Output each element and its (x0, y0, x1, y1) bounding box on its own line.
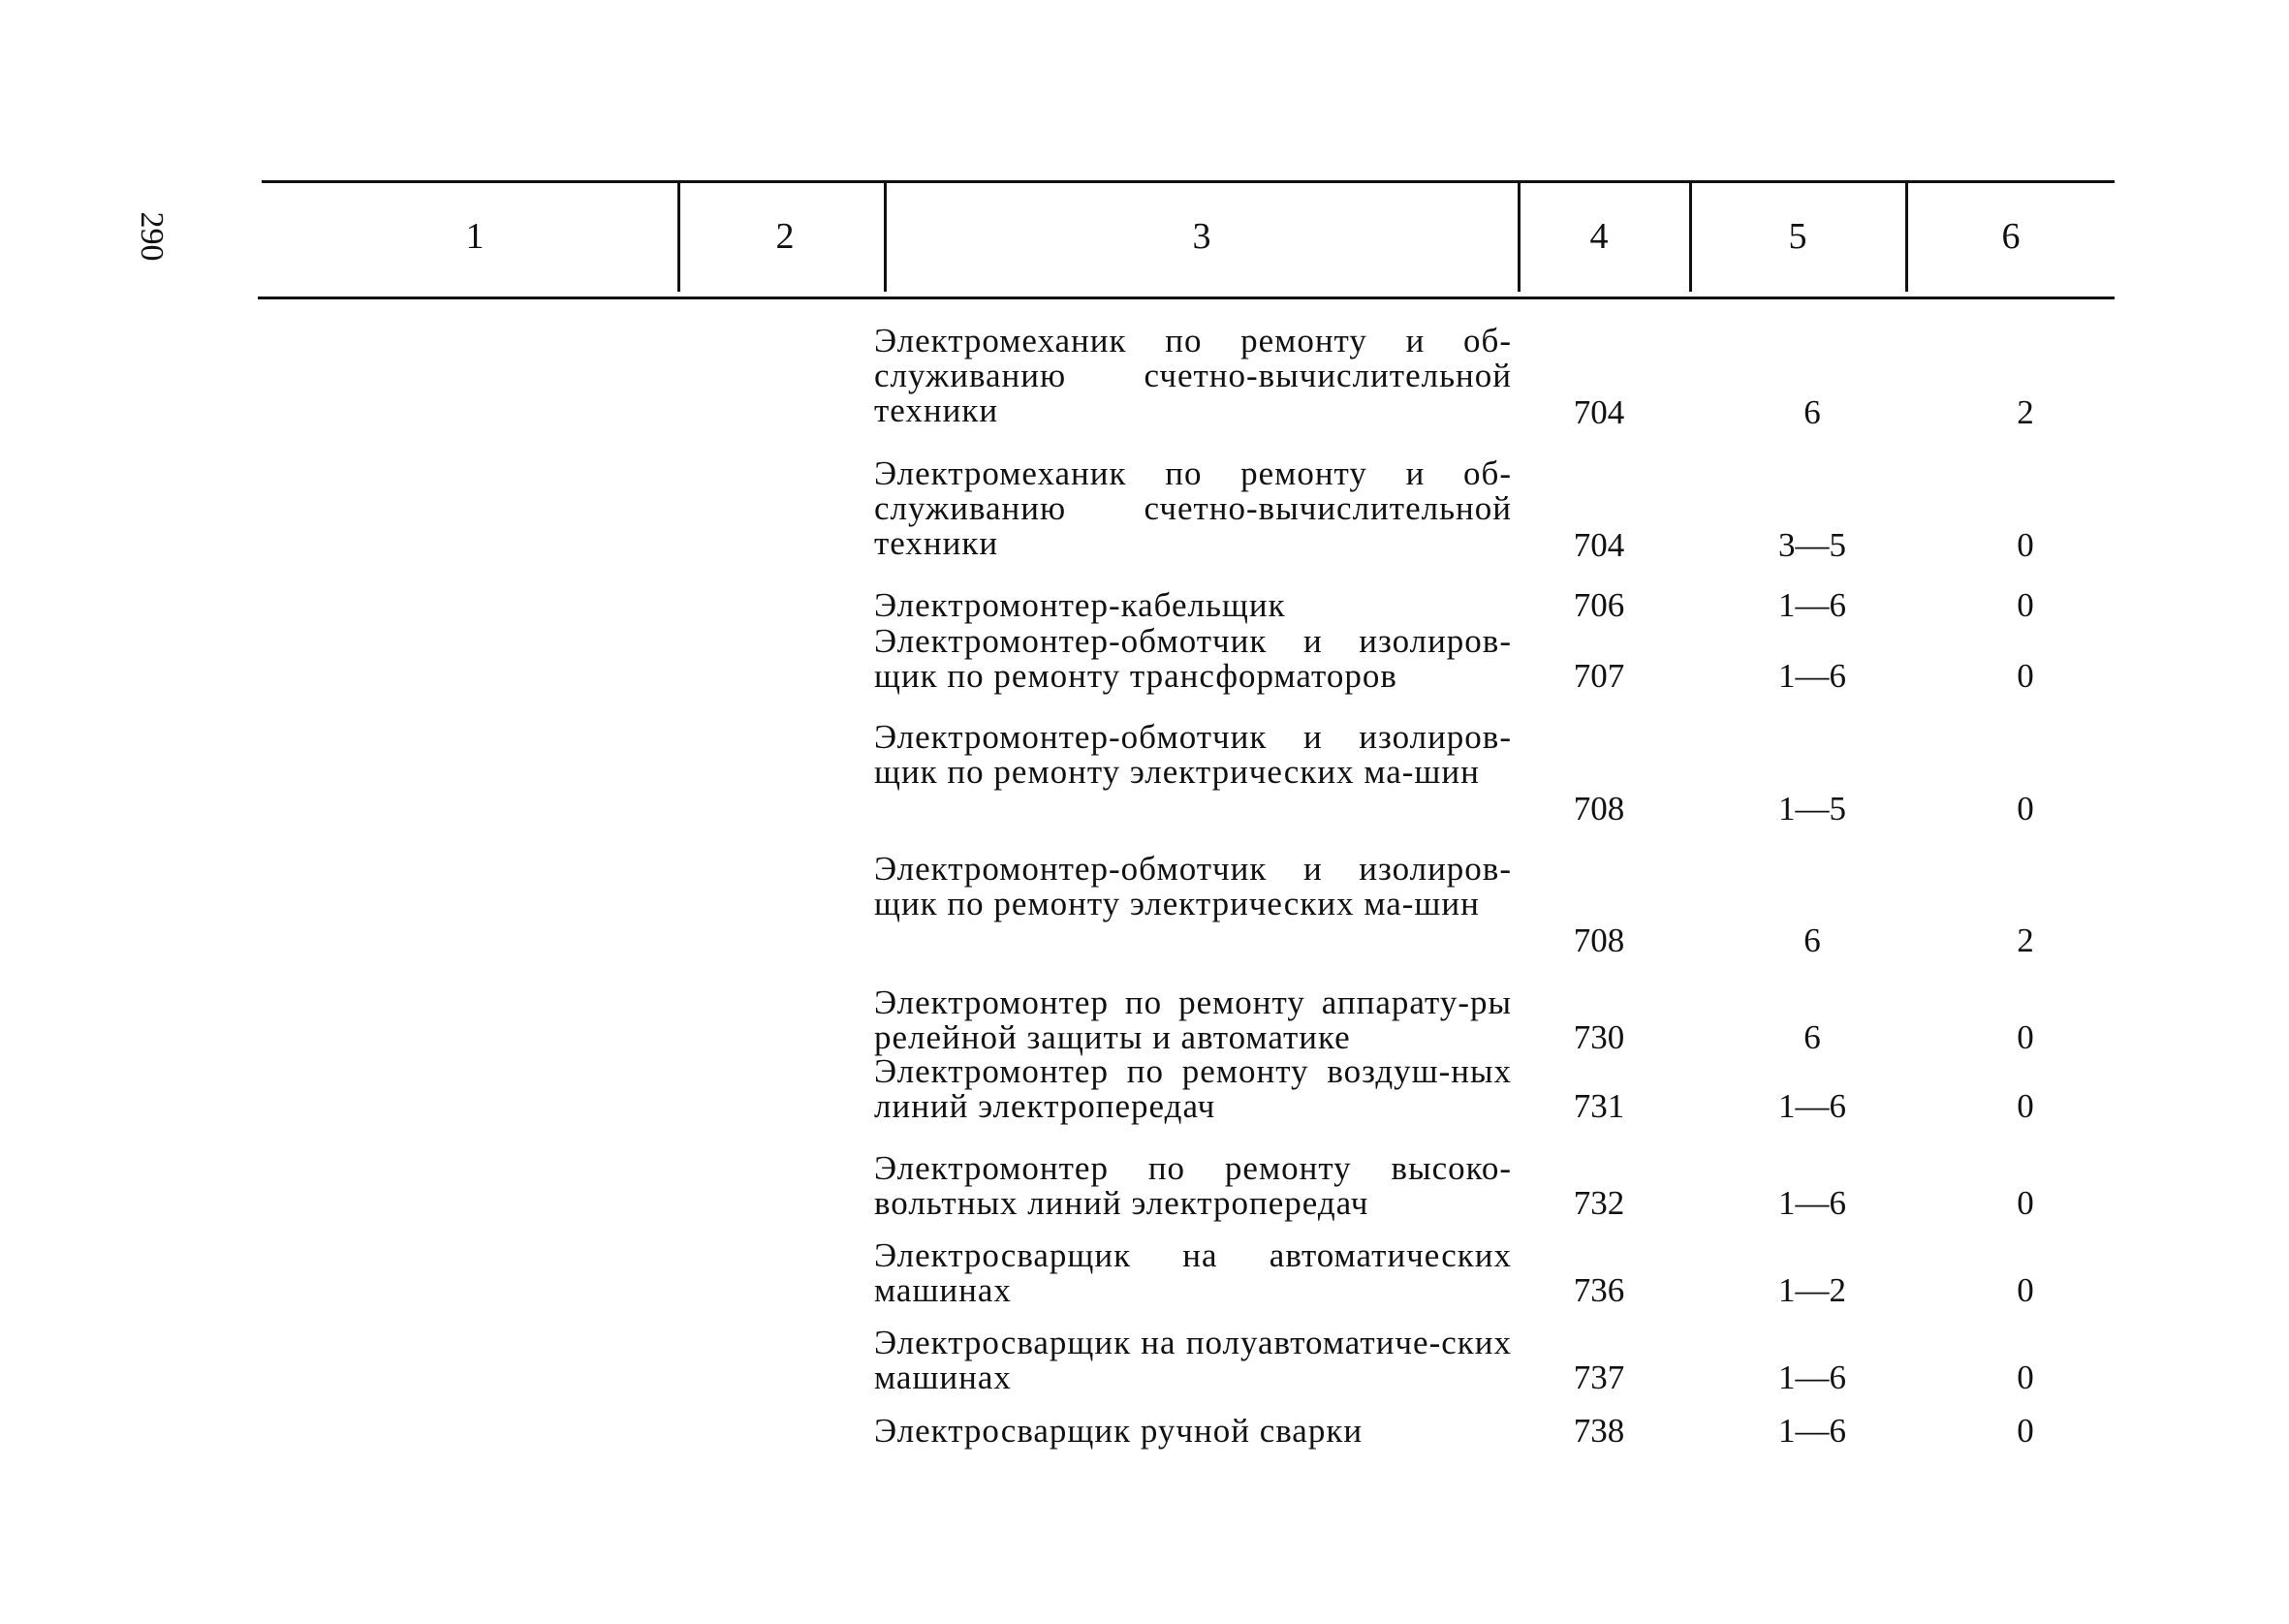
row-3-value: 0 (2017, 586, 2034, 624)
row-12-code: 738 (1573, 1412, 1625, 1450)
row-9-code: 732 (1573, 1184, 1625, 1222)
row-8-grades: 1—6 (1778, 1087, 1846, 1125)
row-7-occupation: Электромонтер по ремонту аппарату-ры релейной защиты и автоматике (874, 984, 1512, 1056)
row-4-value: 0 (2017, 657, 2034, 695)
row-10-code: 736 (1573, 1271, 1625, 1309)
row-1-value: 2 (2017, 393, 2034, 431)
row-4-occupation: Электромонтер-обмотчик и изолиров-щик по ремонту трансформаторов (874, 622, 1512, 695)
row-9-value: 0 (2017, 1184, 2034, 1222)
row-7-value: 0 (2017, 1018, 2034, 1056)
row-11-grades: 1—6 (1778, 1359, 1846, 1396)
column-header-2: 2 (775, 216, 795, 257)
row-12-occupation: Электросварщик ручной сварки (874, 1412, 1364, 1450)
row-2-code: 704 (1573, 526, 1625, 564)
row-8-occupation: Электромонтер по ремонту воздуш-ных линий электропередач (874, 1052, 1512, 1125)
row-7-grades: 6 (1803, 1018, 1821, 1056)
column-header-4: 4 (1589, 216, 1609, 257)
row-5-code: 708 (1573, 790, 1625, 828)
row-10-value: 0 (2017, 1271, 2034, 1309)
row-3-occupation: Электромонтер-кабельщик (874, 586, 1286, 624)
row-6-code: 708 (1573, 921, 1625, 959)
row-5-value: 0 (2017, 790, 2034, 828)
column-header-6: 6 (2001, 216, 2021, 257)
row-9-occupation: Электромонтер по ремонту высоко-вольтных линий электропередач (874, 1149, 1512, 1222)
row-6-grades: 6 (1803, 921, 1821, 959)
row-4-grades: 1—6 (1778, 657, 1846, 695)
row-9-grades: 1—6 (1778, 1184, 1846, 1222)
column-divider-4-5 (1689, 183, 1692, 292)
page-number: 290 (134, 211, 170, 262)
row-1-grades: 6 (1803, 393, 1821, 431)
row-6-occupation: Электромонтер-обмотчик и изолиров-щик по ремонту электрических ма-шин (874, 850, 1512, 922)
row-12-grades: 1—6 (1778, 1412, 1846, 1450)
column-header-1: 1 (465, 216, 485, 257)
row-3-grades: 1—6 (1778, 586, 1846, 624)
row-8-value: 0 (2017, 1087, 2034, 1125)
row-7-code: 730 (1573, 1018, 1625, 1056)
row-4-code: 707 (1573, 657, 1625, 695)
column-divider-2-3 (884, 183, 887, 292)
column-divider-1-2 (677, 183, 680, 292)
column-divider-3-4 (1518, 183, 1521, 292)
row-10-grades: 1—2 (1778, 1271, 1846, 1309)
row-11-code: 737 (1573, 1359, 1625, 1396)
row-2-occupation: Электромеханик по ремонту и об-служиванию счетно-вычислительной техники (874, 454, 1512, 562)
table-header-bottom-rule (258, 297, 2115, 299)
row-6-value: 2 (2017, 921, 2034, 959)
row-2-grades: 3—5 (1778, 526, 1846, 564)
column-header-3: 3 (1192, 216, 1211, 257)
row-3-code: 706 (1573, 586, 1625, 624)
row-1-code: 704 (1573, 393, 1625, 431)
row-1-occupation: Электромеханик по ремонту и об-служиванию счетно-вычислительной техники (874, 322, 1512, 429)
row-5-grades: 1—5 (1778, 790, 1846, 828)
column-divider-5-6 (1905, 183, 1908, 292)
row-12-value: 0 (2017, 1412, 2034, 1450)
column-header-5: 5 (1788, 216, 1807, 257)
table-top-rule (262, 180, 2115, 183)
row-5-occupation: Электромонтер-обмотчик и изолиров-щик по ремонту электрических ма-шин (874, 718, 1512, 791)
row-10-occupation: Электросварщик на автоматических машинах (874, 1236, 1512, 1309)
row-11-occupation: Электросварщик на полуавтоматиче-ских машинах (874, 1324, 1512, 1396)
row-8-code: 731 (1573, 1087, 1625, 1125)
row-11-value: 0 (2017, 1359, 2034, 1396)
row-2-value: 0 (2017, 526, 2034, 564)
